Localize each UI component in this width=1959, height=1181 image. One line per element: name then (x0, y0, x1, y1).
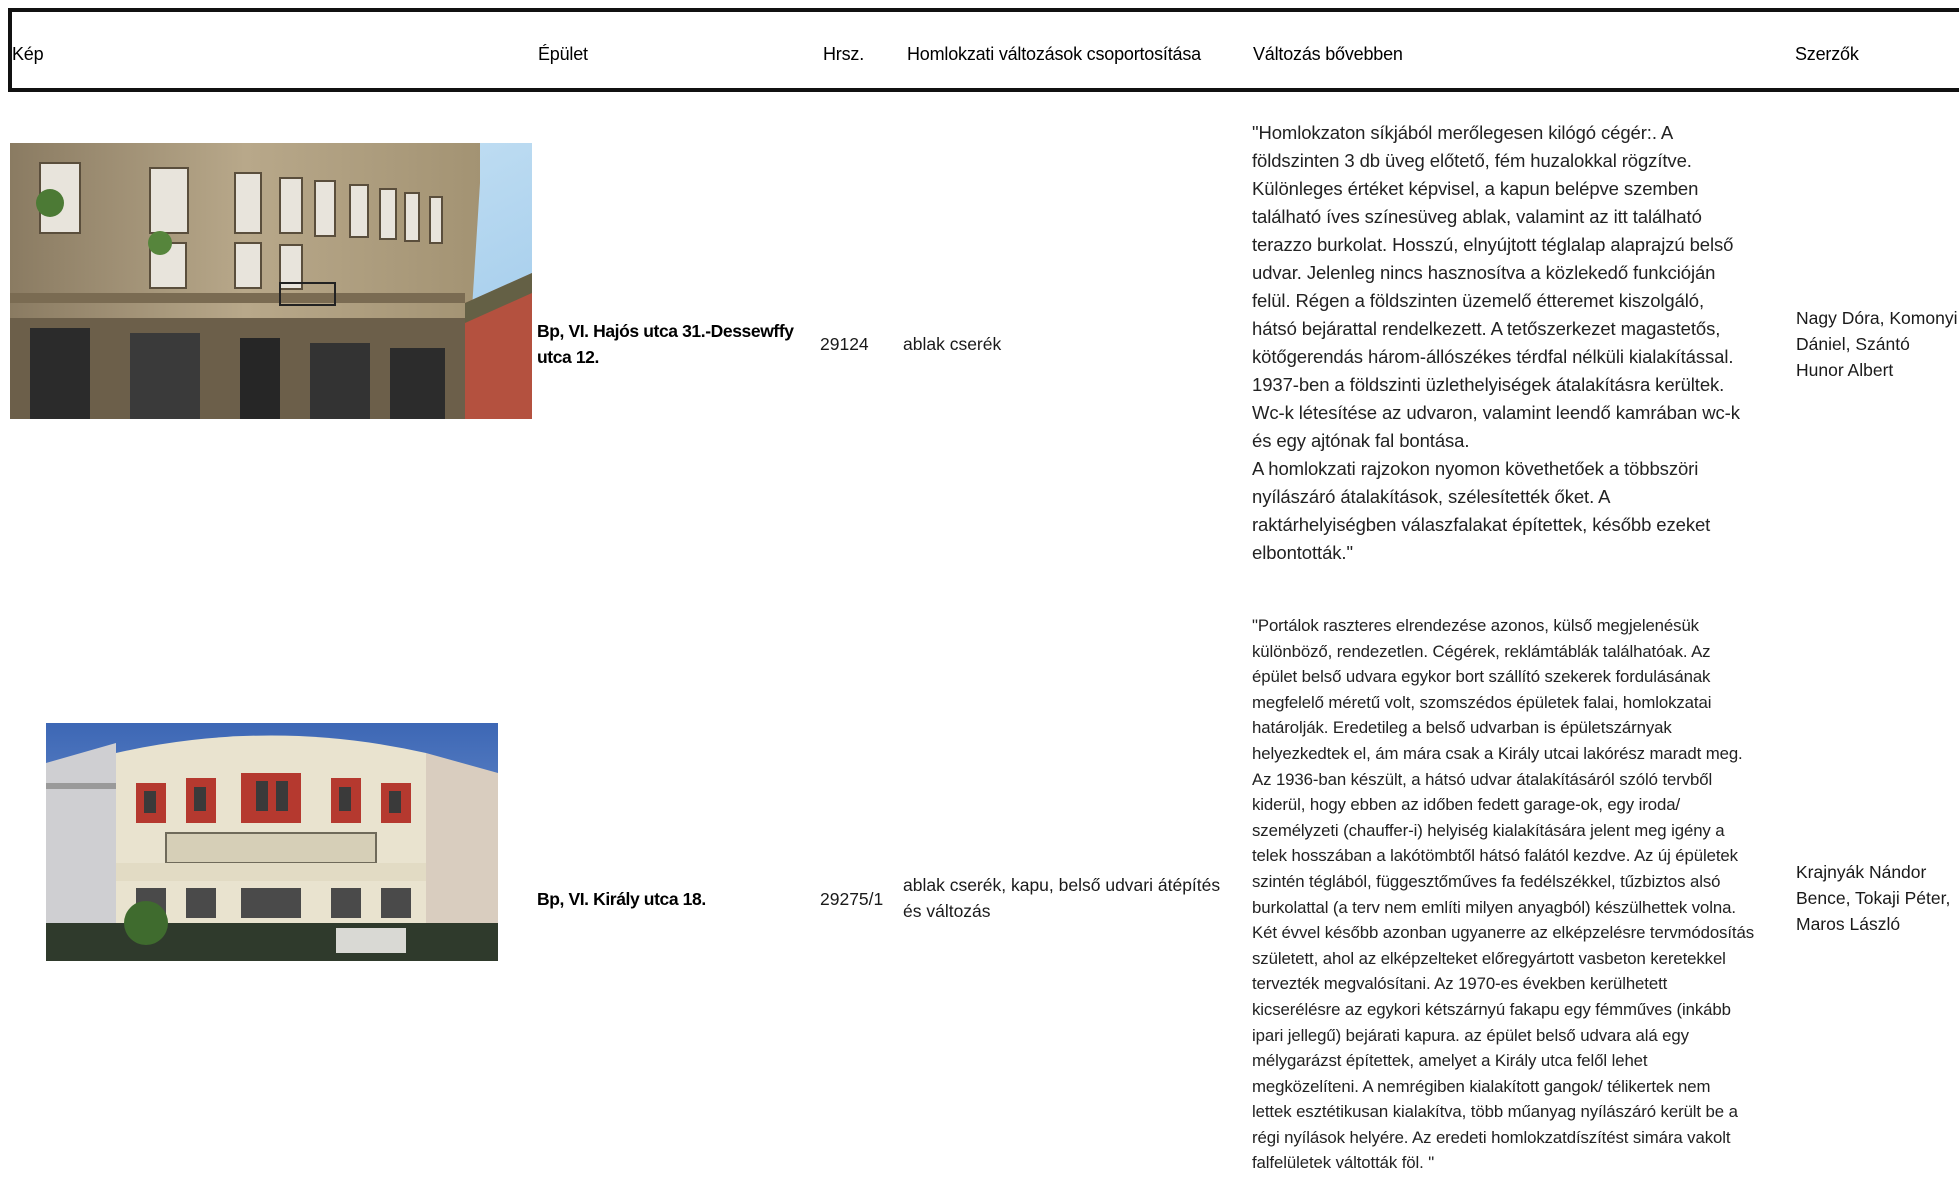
header-lot-number: Hrsz. (823, 44, 864, 64)
header-authors: Szerzők (1795, 44, 1859, 64)
authors-line: Hunor Albert (1796, 360, 1894, 380)
header-building: Épület (538, 44, 588, 64)
building-address: Bp, VI. Király utca 18. (537, 889, 706, 909)
header-image: Kép (12, 44, 44, 64)
header-change-details: Változás bővebben (1253, 44, 1403, 64)
header-facade-grouping: Homlokzati változások csoportosítása (907, 44, 1201, 64)
facade-grouping: ablak cserék (903, 334, 1002, 354)
lot-number: 29124 (820, 334, 869, 354)
facade-grouping-line: és változás (903, 901, 991, 921)
facade-grouping-line: ablak cserék, kapu, belső udvari átépítés (903, 875, 1221, 895)
building-address-line: utca 12. (537, 347, 599, 367)
authors-line: Nagy Dóra, Komonyi (1796, 308, 1958, 328)
authors-line: Dániel, Szántó (1796, 334, 1910, 354)
authors (1796, 305, 1957, 383)
building-address (537, 318, 794, 370)
authors-line: Maros László (1796, 914, 1901, 934)
change-details: "Portálok raszteres elrendezése azonos, külső megjelenésük különböző, rendezetlen. Cégérek, reklámtáblák találhatóak. Az épület belső udvara egykor bort szállító szekerek fordulásának megfelelő méretű volt, szomszédos épületek falai, homlokzatai határolják. Eredetileg a belső udvarban is épületszárnyak helyezkedtek el, ám mára csak a Király utcai lakórész maradt meg. Az 1936-ban készült, a hátsó udvar átalakításáról szóló tervből kiderül, hogy ebben az időben fedett garage-ok, egy iroda/ személyzeti (chauffer-i) helyiség kialakítására jelent meg igény a telek hosszában a lakótömbtől hátsó falától kezdve. Az új épületek szintén téglából, függesztőműves fa fedélszékkel, tűzbiztos alsó burkolattal (a terv nem említi milyen anyagból) készülhettek volna. Két évvel később azonban ugyanerre az elképzelésre tervmódosítás született, ahol az elképzelteket előregyártott vasbeton keretekkel tervezték megvalósítani. Az 1970-es években kerülhetett kicserélésre az egykori kétszárnyú fakapu egy fémműves (inkább ipari jellegű) bejárati kapura. az épület belső udvara alá egy mélygarázst építettek, amelyet a Király utca felől lehet megközelíteni. A nemrégiben kialakított gangok/ télikertek nem lettek esztétikusan kialakítva, több műanyag nyílászáró került be a régi nyílások helyére. Az eredeti homlokzatdíszítést simára vakolt falfelületek váltották föl. " (1252, 616, 1754, 1173)
table-header-row (8, 8, 1959, 92)
authors-line: Bence, Tokaji Péter, (1796, 888, 1951, 908)
facade-grouping (903, 872, 1220, 924)
authors-line: Krajnyák Nándor (1796, 862, 1927, 882)
lot-number: 29275/1 (820, 889, 884, 909)
building-address-line: Bp, VI. Hajós utca 31.-Dessewffy (537, 321, 794, 341)
authors (1796, 859, 1950, 937)
change-details: "Homlokzaton síkjából merőlegesen kilógó cégér:. A földszinten 3 db üveg előtető, fém huzalokkal rögzítve. Különleges értéket képvisel, a kapun belépve szemben található íves színesüveg ablak, valamint az itt található terazzo burkolat. Hosszú, elnyújtott téglalap alaprajzú belső udvar. Jelenleg nincs hasznosítva a közlekedő funkcióján felül. Régen a földszinten üzemelő étteremet kiszolgáló, hátsó bejárattal rendelkezett. A tetőszerkezet magastetős, kötőgerendás három-állószékes térdfal nélküli kialakítással. 1937-ben a földszinti üzlethelyiségek átalakításra kerültek. Wc-k létesítése az udvaron, valamint leendő kamrában wc-k és egy ajtónak fal bontása. A homlokzati rajzokon nyomon követhetőek a többszöri nyílászáró átalakítások, szélesítették őket. A raktárhelyiségben válaszfalakat építettek, később ezeket elbontották." (1252, 122, 1740, 563)
building-photo-hajos-utca (10, 143, 532, 419)
building-photo-kiraly-utca (46, 723, 498, 961)
